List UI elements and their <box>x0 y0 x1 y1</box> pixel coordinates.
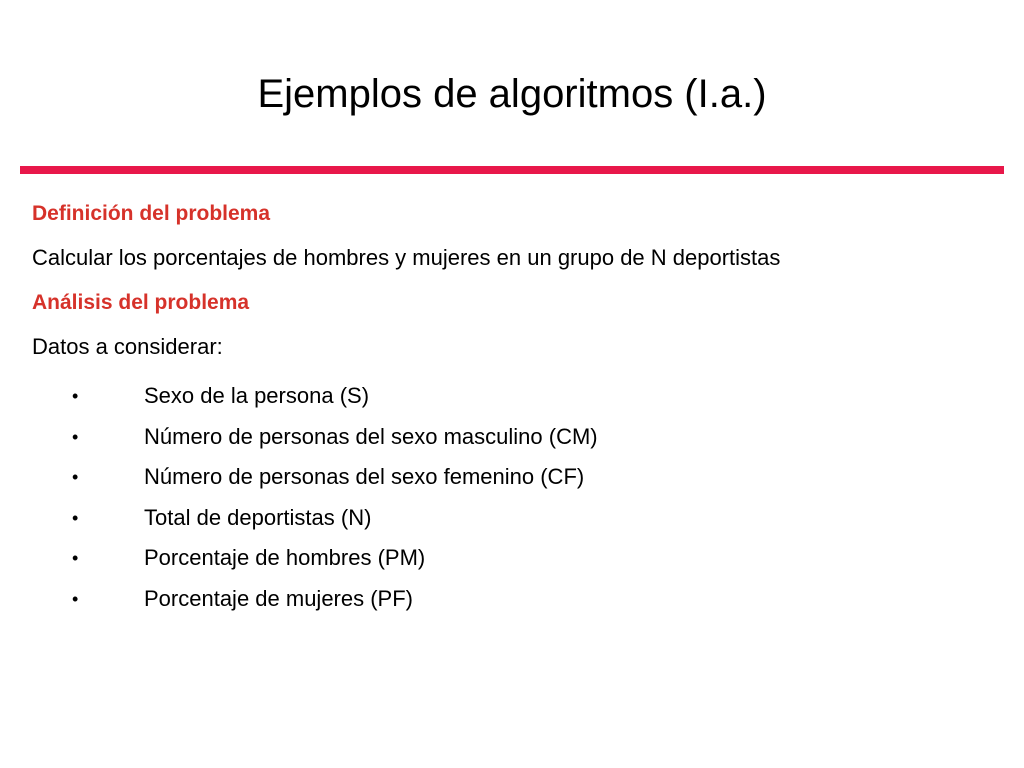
title-divider <box>20 166 1004 174</box>
list-item-label: Porcentaje de hombres (PM) <box>144 545 426 570</box>
list-item <box>32 579 932 620</box>
list-item <box>32 538 932 579</box>
list-item <box>32 457 932 498</box>
section-heading-analisis: Análisis del problema <box>32 291 250 314</box>
list-item <box>32 376 932 417</box>
list-item <box>32 498 932 539</box>
list-item-label: Porcentaje de mujeres (PF) <box>144 585 413 611</box>
section-heading-definicion: Definición del problema <box>32 202 271 225</box>
bullet-icon: • <box>72 467 79 487</box>
slide-title: Ejemplos de algoritmos (I.a.) <box>257 72 767 116</box>
bullet-icon: • <box>72 548 79 568</box>
bullet-icon: • <box>72 426 79 447</box>
list-item-label: Total de deportistas (N) <box>144 504 372 530</box>
list-item-label: Sexo de la persona (S) <box>144 383 370 408</box>
list-item-label: Número de personas del sexo masculino (CM) <box>144 423 598 449</box>
list-item-label: Número de personas del sexo femenino (CF) <box>144 464 585 489</box>
slide-content <box>32 198 932 619</box>
bullet-icon: • <box>72 507 79 528</box>
data-intro-text: Datos a considerar: <box>32 334 223 359</box>
list-item <box>32 417 932 458</box>
data-list <box>32 376 932 619</box>
problem-definition-text: Calcular los porcentajes de hombres y mujeres en un grupo de N deportistas <box>32 245 781 270</box>
bullet-icon: • <box>72 386 79 406</box>
bullet-icon: • <box>72 588 79 609</box>
